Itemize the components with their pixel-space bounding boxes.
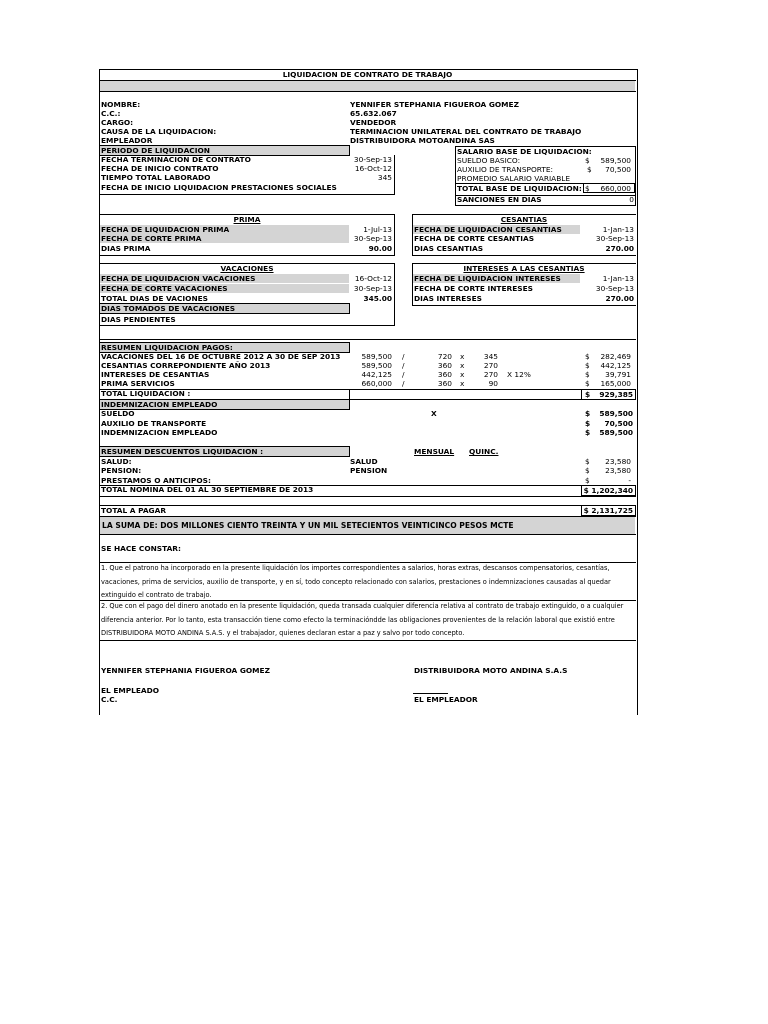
descuento-label-3: PRESTAMOS O ANTICIPOS:	[101, 476, 211, 485]
vacaciones-label-4: DIAS TOMADOS DE VACACIONES	[101, 304, 236, 313]
value-cargo: VENDEDOR	[350, 118, 397, 127]
clausula2-line-2: diferencia anterior. Por lo tanto, esta transacción tiene como efecto la terminacióndde las obligaciones provenientes de la relación laboral que existió entre	[101, 616, 615, 624]
vacaciones-value-3: 345.00	[363, 294, 392, 303]
prima-value-1: 1-Jul-13	[363, 225, 392, 234]
clausula2-bottom-line	[99, 640, 636, 641]
total-liquidacion-label: TOTAL LIQUIDACION :	[101, 389, 191, 398]
title-bottom-line	[99, 91, 636, 92]
pago-op1-1: /	[402, 352, 405, 361]
salario-value-2: 70,500	[605, 165, 631, 174]
total-pagar-top-line	[99, 505, 636, 506]
vacaciones-label-1: FECHA DE LIQUIDACION VACACIONES	[101, 274, 256, 283]
pago-op2-3: x	[460, 370, 465, 379]
pago-op2-4: x	[460, 379, 465, 388]
suma-text: LA SUMA DE: DOS MILLONES CIENTO TREINTA Y UN MIL SETECIENTOS VEINTICINCO PESOS MCTE	[102, 521, 514, 530]
periodo-title: PERIODO DE LIQUIDACION	[101, 146, 210, 155]
salario-total-cur: $	[585, 184, 590, 193]
periodo-value-1: 30-Sep-13	[353, 155, 392, 164]
descuento-value-2: 23,580	[605, 466, 631, 475]
pago-extra-3: X 12%	[507, 370, 531, 379]
intereses-title: INTERESES A LAS CESANTIAS	[463, 264, 585, 273]
total-pagar-label: TOTAL A PAGAR	[101, 506, 167, 515]
intereses-value-2: 30-Sep-13	[595, 284, 634, 293]
total-liq-divider	[349, 389, 350, 399]
pago-value-3: 39,791	[605, 370, 631, 379]
descuento-cur-3: $	[585, 476, 590, 485]
vacaciones-label-5: DIAS PENDIENTES	[101, 315, 176, 324]
pago-op1-3: /	[402, 370, 405, 379]
pago-label-4: PRIMA SERVICIOS	[101, 379, 175, 388]
value-cc: 65.632.067	[350, 109, 397, 118]
pago-div-3: 360	[437, 370, 452, 379]
pago-label-2: CESANTIAS CORREPONDIENTE AÑO 2013	[101, 361, 271, 370]
pago-base-1: 589,500	[361, 352, 392, 361]
constar-label: SE HACE CONSTAR:	[101, 544, 181, 553]
prima-value-3: 90.00	[368, 244, 392, 253]
firma-empleado-label: EL EMPLEADO	[101, 686, 160, 695]
cesantias-value-2: 30-Sep-13	[595, 234, 634, 243]
descuento-concept-2: PENSION	[350, 466, 388, 475]
descuento-concept-1: SALUD	[350, 457, 378, 466]
pago-days-4: 90	[488, 379, 498, 388]
periodo-label-1: FECHA TERMINACION DE CONTRATO	[101, 155, 251, 164]
vacaciones-title: VACACIONES	[220, 264, 274, 273]
indemn-value-2: 70,500	[604, 419, 633, 428]
pago-value-4: 165,000	[600, 379, 631, 388]
nomina-bottom-line	[99, 496, 636, 497]
prima-title: PRIMA	[233, 215, 261, 224]
pago-div-1: 720	[437, 352, 452, 361]
cesantias-label-1: FECHA DE LIQUIDACION CESANTIAS	[414, 225, 562, 234]
prima-bottom-line	[99, 255, 395, 256]
vacaciones-label-2: FECHA DE CORTE VACACIONES	[101, 284, 228, 293]
periodo-bottom-line	[99, 194, 395, 195]
salario-cur-2: $	[587, 165, 592, 174]
salario-total-value: 660,000	[600, 184, 631, 193]
clausula1-line-2: vacaciones, prima de servicios, auxilio de transporte, y en sí, todo concepto relacionado con salarios, prestaciones o indemnizaciones causadas al quedar	[101, 578, 611, 586]
resumen-top-line	[99, 339, 636, 340]
pago-div-4: 360	[437, 379, 452, 388]
descuento-value-1: 23,580	[605, 457, 631, 466]
label-cc: C.C.:	[101, 109, 121, 118]
descuento-value-3: -	[628, 476, 631, 485]
nomina-label: TOTAL NOMINA DEL 01 AL 30 SEPTIEMBRE DE 2013	[101, 485, 314, 494]
pago-days-1: 345	[483, 352, 498, 361]
sanciones-value: 0	[629, 195, 634, 204]
pago-base-3: 442,125	[361, 370, 392, 379]
cesantias-value-1: 1-Jan-13	[602, 225, 634, 234]
pago-cur-2: $	[585, 361, 590, 370]
clausula1-line-1: 1. Que el patrono ha incorporado en la presente liquidación los importes correspondientes a salarios, horas extras, descansos compensatorios, cesantías,	[101, 564, 610, 572]
firma-cc-label: C.C.	[101, 695, 118, 704]
salario-value-1: 589,500	[600, 156, 631, 165]
pago-label-1: VACACIONES DEL 16 DE OCTUBRE 2012 A 30 DE SEP 2013	[101, 352, 341, 361]
salario-total-label: TOTAL BASE DE LIQUIDACION:	[457, 184, 582, 193]
descuentos-mensual: MENSUAL	[414, 447, 455, 456]
periodo-value-2: 16-Oct-12	[354, 164, 392, 173]
vacaciones-label-3: TOTAL DIAS DE VACIONES	[101, 294, 209, 303]
pago-cur-3: $	[585, 370, 590, 379]
resumen-title: RESUMEN LIQUIDACION PAGOS:	[101, 343, 233, 352]
cesantias-label-3: DIAS CESANTIAS	[414, 244, 484, 253]
pago-base-2: 589,500	[361, 361, 392, 370]
vacaciones-bottom-line	[99, 325, 395, 326]
label-nombre: NOMBRE:	[101, 100, 141, 109]
salario-title: SALARIO BASE DE LIQUIDACION:	[457, 147, 592, 156]
descuentos-title: RESUMEN DESCUENTOS LIQUIDACION :	[101, 447, 264, 456]
firma-empleador-label: EL EMPLEADOR	[414, 695, 478, 704]
total-pagar-value: $ 2,131,725	[583, 506, 633, 515]
descuento-label-1: SALUD:	[101, 457, 132, 466]
page-title: LIQUIDACION DE CONTRATO DE TRABAJO	[282, 70, 453, 79]
firma-empleado-nombre: YENNIFER STEPHANIA FIGUEROA GOMEZ	[101, 666, 270, 675]
value-empleador: DISTRIBUIDORA MOTOANDINA SAS	[350, 136, 495, 145]
label-cargo: CARGO:	[101, 118, 134, 127]
descuento-cur-2: $	[585, 466, 590, 475]
pago-op2-2: x	[460, 361, 465, 370]
pago-op1-2: /	[402, 361, 405, 370]
clausula2-line-3: DISTRIBUIDORA MOTO ANDINA S.A.S. y el trabajador, quienes declaran estar a paz y salvo por todo concepto.	[101, 629, 465, 637]
indemn-label-3: INDEMNIZACION EMPLEADO	[101, 428, 218, 437]
label-empleador: EMPLEADOR	[101, 136, 153, 145]
firma-empleador-nombre: DISTRIBUIDORA MOTO ANDINA S.A.S	[414, 666, 568, 675]
firma-empleador-line	[413, 693, 448, 694]
prima-label-2: FECHA DE CORTE PRIMA	[101, 234, 202, 243]
label-causa: CAUSA DE LA LIQUIDACION:	[101, 127, 217, 136]
vacaciones-value-1: 16-Oct-12	[354, 274, 392, 283]
indemn-cur-3: $	[585, 428, 591, 437]
prima-label-1: FECHA DE LIQUIDACION PRIMA	[101, 225, 230, 234]
pago-cur-4: $	[585, 379, 590, 388]
salario-label-2: AUXILIO DE TRANSPORTE:	[457, 165, 554, 174]
total-liquidacion-value: 929,385	[599, 390, 633, 399]
salario-label-1: SUELDO BASICO:	[457, 156, 521, 165]
periodo-value-3: 345	[377, 173, 392, 182]
descuentos-quinc: QUINC.	[469, 447, 499, 456]
total-liquidacion-cur: $	[585, 390, 591, 399]
indemn-value-1: 589,500	[599, 409, 633, 418]
clausula2-line-1: 2. Que con el pago del dinero anotado en la presente liquidación, queda transada cualquier diferencia relativa al contrato de trabajo extinguido, o a cualquier	[101, 602, 624, 610]
intereses-value-3: 270.00	[605, 294, 634, 303]
indemn-cur-2: $	[585, 419, 591, 428]
pago-cur-1: $	[585, 352, 590, 361]
indemnizacion-title: INDEMNIZACION EMPLEADO	[101, 400, 218, 409]
cesantias-bottom-line	[412, 255, 636, 256]
intereses-value-1: 1-Jan-13	[602, 274, 634, 283]
cesantias-title: CESANTIAS	[500, 215, 548, 224]
indemn-x: X	[431, 409, 437, 418]
pago-base-4: 660,000	[361, 379, 392, 388]
nomina-value: $ 1,202,340	[583, 486, 633, 495]
intereses-label-2: FECHA DE CORTE INTERESES	[414, 284, 533, 293]
vacaciones-value-2: 30-Sep-13	[353, 284, 392, 293]
pago-value-1: 282,469	[600, 352, 631, 361]
indemn-label-2: AUXILIO DE TRANSPORTE	[101, 419, 207, 428]
periodo-label-2: FECHA DE INICIO CONTRATO	[101, 164, 219, 173]
pago-days-2: 270	[483, 361, 498, 370]
pago-op2-1: x	[460, 352, 465, 361]
pago-days-3: 270	[483, 370, 498, 379]
indemn-label-1: SUELDO	[101, 409, 135, 418]
salario-cur-1: $	[585, 156, 590, 165]
value-nombre: YENNIFER STEPHANIA FIGUEROA GOMEZ	[350, 100, 519, 109]
periodo-label-4: FECHA DE INICIO LIQUIDACION PRESTACIONES SOCIALES	[101, 183, 337, 192]
indemn-value-3: 589,500	[599, 428, 633, 437]
intereses-bottom-line	[412, 305, 636, 306]
pago-op1-4: /	[402, 379, 405, 388]
value-causa: TERMINACION UNILATERAL DEL CONTRATO DE TRABAJO	[350, 127, 582, 136]
cesantias-value-3: 270.00	[605, 244, 634, 253]
sanciones-label: SANCIONES EN DIAS	[457, 195, 542, 204]
salario-label-3: PROMEDIO SALARIO VARIABLE	[457, 174, 571, 183]
title-gray-band	[100, 81, 635, 91]
prima-value-2: 30-Sep-13	[353, 234, 392, 243]
periodo-label-3: TIEMPO TOTAL LABORADO	[101, 173, 211, 182]
prima-label-3: DIAS PRIMA	[101, 244, 151, 253]
clausula1-line-3: extinguido el contrato de trabajo.	[101, 591, 212, 599]
indemn-cur-1: $	[585, 409, 591, 418]
pago-div-2: 360	[437, 361, 452, 370]
periodo-right-border	[394, 155, 395, 194]
descuento-label-2: PENSION:	[101, 466, 142, 475]
cesantias-label-2: FECHA DE CORTE CESANTIAS	[414, 234, 535, 243]
suma-bottom-line	[99, 534, 636, 535]
intereses-label-1: FECHA DE LIQUIDACION INTERESES	[414, 274, 561, 283]
pago-value-2: 442,125	[600, 361, 631, 370]
pago-label-3: INTERESES DE CESANTIAS	[101, 370, 210, 379]
intereses-label-3: DIAS INTERESES	[414, 294, 482, 303]
descuento-cur-1: $	[585, 457, 590, 466]
